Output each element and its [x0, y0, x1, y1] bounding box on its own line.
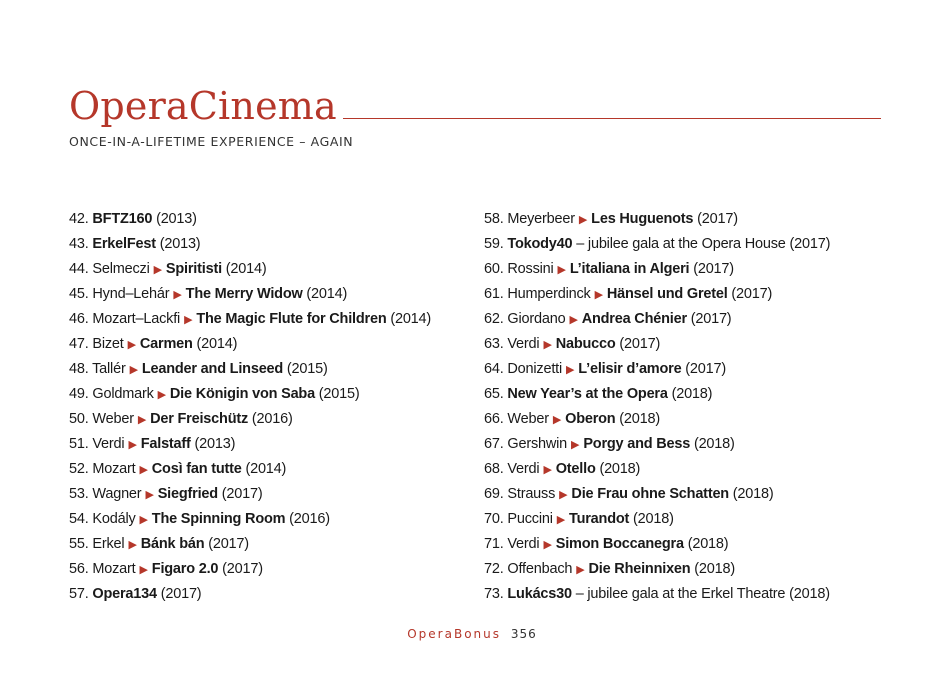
list-item [69, 532, 469, 557]
list-item [69, 207, 469, 232]
item-detail: (2017) [156, 586, 202, 602]
item-detail: (2017) [204, 536, 249, 552]
item-work-title: Andrea Chénier [581, 311, 687, 327]
item-number: 43. [69, 236, 93, 252]
list-item [69, 457, 469, 482]
triangle-bullet-icon: ▶ [129, 364, 138, 376]
page-footer [0, 627, 944, 641]
item-number: 54. [69, 511, 93, 527]
item-detail: (2018) [595, 461, 641, 477]
triangle-bullet-icon: ▶ [594, 289, 603, 301]
triangle-bullet-icon: ▶ [153, 264, 162, 276]
item-number: 42. [69, 211, 93, 227]
list-item [69, 482, 469, 507]
item-number: 72. [484, 561, 508, 577]
page-header [69, 84, 881, 149]
page-title: OperaCinema [69, 84, 337, 128]
item-number: 61. [484, 286, 508, 302]
item-composer: Tallér [92, 361, 126, 377]
item-detail: (2018) [615, 411, 661, 427]
item-detail: (2018) [629, 511, 674, 527]
item-detail: (2013) [152, 211, 197, 227]
item-detail: (2013) [155, 236, 201, 252]
item-work-title: Turandot [569, 511, 630, 527]
item-number: 50. [69, 411, 93, 427]
list-item [69, 232, 469, 257]
item-detail: (2017) [693, 211, 738, 227]
item-work-title: Die Rheinnixen [588, 561, 691, 577]
item-composer: Verdi [507, 336, 540, 352]
item-work-title: Nabucco [555, 336, 616, 352]
item-work-title: Figaro 2.0 [151, 561, 219, 577]
item-detail: – jubilee gala at the Opera House (2017) [572, 236, 831, 252]
list-item [484, 582, 884, 607]
list-item [484, 332, 884, 357]
item-composer: Giordano [507, 311, 566, 327]
list-item [484, 457, 884, 482]
item-number: 73. [484, 586, 508, 602]
list-item [484, 307, 884, 332]
item-number: 60. [484, 261, 508, 277]
item-number: 68. [484, 461, 508, 477]
item-number: 62. [484, 311, 508, 327]
triangle-bullet-icon: ▶ [569, 314, 578, 326]
triangle-bullet-icon: ▶ [556, 514, 565, 526]
item-composer: Mozart [92, 461, 136, 477]
triangle-bullet-icon: ▶ [559, 489, 568, 501]
item-composer: Donizetti [507, 361, 563, 377]
list-item [484, 432, 884, 457]
list-item [484, 357, 884, 382]
item-detail: (2014) [221, 261, 267, 277]
item-work-title: Falstaff [140, 436, 191, 452]
item-composer: Verdi [507, 461, 540, 477]
triangle-bullet-icon: ▶ [157, 389, 166, 401]
item-detail: (2018) [667, 386, 713, 402]
triangle-bullet-icon: ▶ [145, 489, 154, 501]
item-composer: Weber [507, 411, 549, 427]
triangle-bullet-icon: ▶ [128, 539, 137, 551]
triangle-bullet-icon: ▶ [128, 439, 137, 451]
list-item [484, 407, 884, 432]
item-detail: (2016) [285, 511, 330, 527]
list-item [69, 507, 469, 532]
triangle-bullet-icon: ▶ [543, 464, 552, 476]
item-composer: Meyerbeer [507, 211, 575, 227]
list-item [69, 382, 469, 407]
triangle-bullet-icon: ▶ [184, 314, 193, 326]
list-item [69, 432, 469, 457]
list-item [484, 257, 884, 282]
item-composer: Strauss [507, 486, 556, 502]
item-work-title: Der Freischütz [150, 411, 249, 427]
item-number: 70. [484, 511, 508, 527]
list-item [484, 557, 884, 582]
item-work-title: The Spinning Room [151, 511, 286, 527]
item-number: 49. [69, 386, 93, 402]
item-work-title: Les Huguenots [591, 211, 694, 227]
item-work-title: Tokody40 [507, 236, 573, 252]
page-subtitle: ONCE-IN-A-LIFETIME EXPERIENCE – AGAIN [69, 134, 354, 149]
triangle-bullet-icon: ▶ [557, 264, 566, 276]
item-composer: Mozart–Lackfi [92, 311, 181, 327]
item-number: 57. [69, 586, 93, 602]
item-work-title: Così fan tutte [151, 461, 242, 477]
list-item [484, 482, 884, 507]
item-composer: Offenbach [507, 561, 573, 577]
item-composer: Wagner [92, 486, 142, 502]
item-work-title: BFTZ160 [92, 211, 153, 227]
item-number: 69. [484, 486, 508, 502]
item-detail: (2013) [190, 436, 236, 452]
item-number: 67. [484, 436, 508, 452]
item-detail: – jubilee gala at the Erkel Theatre (2018) [571, 586, 830, 602]
item-number: 55. [69, 536, 93, 552]
item-detail: (2018) [728, 486, 774, 502]
item-composer: Puccini [507, 511, 553, 527]
item-work-title: Oberon [565, 411, 616, 427]
item-composer: Selmeczi [92, 261, 150, 277]
list-item [69, 332, 469, 357]
item-work-title: Opera134 [92, 586, 157, 602]
item-number: 51. [69, 436, 93, 452]
list-item [69, 282, 469, 307]
item-work-title: The Merry Widow [185, 286, 303, 302]
item-number: 52. [69, 461, 93, 477]
item-detail: (2015) [314, 386, 360, 402]
list-item [69, 407, 469, 432]
item-composer: Erkel [92, 536, 125, 552]
triangle-bullet-icon: ▶ [552, 414, 562, 426]
item-number: 45. [69, 286, 93, 302]
item-number: 46. [69, 311, 93, 327]
item-composer: Mozart [92, 561, 136, 577]
list-item [484, 232, 884, 257]
item-detail: (2018) [690, 436, 735, 452]
item-work-title: New Year’s at the Opera [507, 386, 668, 402]
item-composer: Hynd–Lehár [92, 286, 170, 302]
item-work-title: Porgy and Bess [583, 436, 691, 452]
triangle-bullet-icon: ▶ [543, 339, 552, 351]
item-detail: (2017) [681, 361, 727, 377]
item-detail: (2014) [192, 336, 238, 352]
item-composer: Kodály [92, 511, 136, 527]
item-number: 64. [484, 361, 508, 377]
list-item [484, 532, 884, 557]
list-item [69, 557, 469, 582]
footer-brand: OperaBonus [407, 627, 502, 641]
item-work-title: The Magic Flute for Children [196, 311, 387, 327]
item-composer: Rossini [507, 261, 554, 277]
item-composer: Humperdinck [507, 286, 591, 302]
item-number: 44. [69, 261, 93, 277]
list-column-left [69, 207, 469, 607]
triangle-bullet-icon: ▶ [566, 364, 575, 376]
item-number: 53. [69, 486, 93, 502]
triangle-bullet-icon: ▶ [137, 414, 147, 426]
item-composer: Gershwin [507, 436, 568, 452]
item-detail: (2017) [218, 561, 263, 577]
item-number: 63. [484, 336, 508, 352]
list-item [69, 582, 469, 607]
item-work-title: Bánk bán [140, 536, 205, 552]
item-work-title: Hänsel und Gretel [606, 286, 728, 302]
item-detail: (2018) [683, 536, 729, 552]
triangle-bullet-icon: ▶ [576, 564, 585, 576]
item-detail: (2017) [615, 336, 661, 352]
triangle-bullet-icon: ▶ [543, 539, 552, 551]
triangle-bullet-icon: ▶ [571, 439, 580, 451]
item-detail: (2017) [727, 286, 773, 302]
list-item [69, 307, 469, 332]
item-work-title: L’elisir d’amore [578, 361, 682, 377]
item-number: 65. [484, 386, 508, 402]
item-work-title: Otello [555, 461, 596, 477]
item-detail: (2017) [217, 486, 263, 502]
item-detail: (2014) [386, 311, 432, 327]
item-composer: Goldmark [92, 386, 154, 402]
list-item [484, 382, 884, 407]
list-item [69, 257, 469, 282]
title-rule [343, 118, 881, 119]
title-row [69, 84, 881, 128]
triangle-bullet-icon: ▶ [578, 214, 588, 226]
item-number: 47. [69, 336, 93, 352]
item-detail: (2017) [689, 261, 734, 277]
triangle-bullet-icon: ▶ [127, 339, 136, 351]
item-work-title: Carmen [139, 336, 193, 352]
item-composer: Bizet [92, 336, 124, 352]
item-detail: (2015) [283, 361, 328, 377]
item-detail: (2014) [302, 286, 348, 302]
list-item [484, 507, 884, 532]
list-item [69, 357, 469, 382]
item-detail: (2018) [690, 561, 736, 577]
list-item [484, 282, 884, 307]
item-work-title: Siegfried [157, 486, 218, 502]
item-work-title: Die Frau ohne Schatten [571, 486, 729, 502]
item-detail: (2017) [686, 311, 732, 327]
item-work-title: ErkelFest [92, 236, 156, 252]
item-work-title: L’italiana in Algeri [569, 261, 690, 277]
item-work-title: Spiritisti [165, 261, 222, 277]
item-work-title: Die Königin von Saba [169, 386, 315, 402]
triangle-bullet-icon: ▶ [139, 464, 148, 476]
triangle-bullet-icon: ▶ [139, 514, 148, 526]
item-work-title: Leander and Linseed [141, 361, 284, 377]
list-item [484, 207, 884, 232]
item-composer: Verdi [507, 536, 540, 552]
triangle-bullet-icon: ▶ [173, 289, 182, 301]
item-work-title: Simon Boccanegra [555, 536, 684, 552]
item-work-title: Lukács30 [507, 586, 572, 602]
item-number: 66. [484, 411, 508, 427]
item-number: 48. [69, 361, 93, 377]
page-number: 356 [510, 627, 537, 641]
item-number: 71. [484, 536, 508, 552]
item-number: 58. [484, 211, 508, 227]
triangle-bullet-icon: ▶ [139, 564, 148, 576]
list-column-right [484, 207, 884, 607]
item-composer: Verdi [92, 436, 125, 452]
item-number: 56. [69, 561, 93, 577]
item-number: 59. [484, 236, 508, 252]
item-detail: (2016) [248, 411, 293, 427]
item-detail: (2014) [241, 461, 287, 477]
item-composer: Weber [92, 411, 134, 427]
